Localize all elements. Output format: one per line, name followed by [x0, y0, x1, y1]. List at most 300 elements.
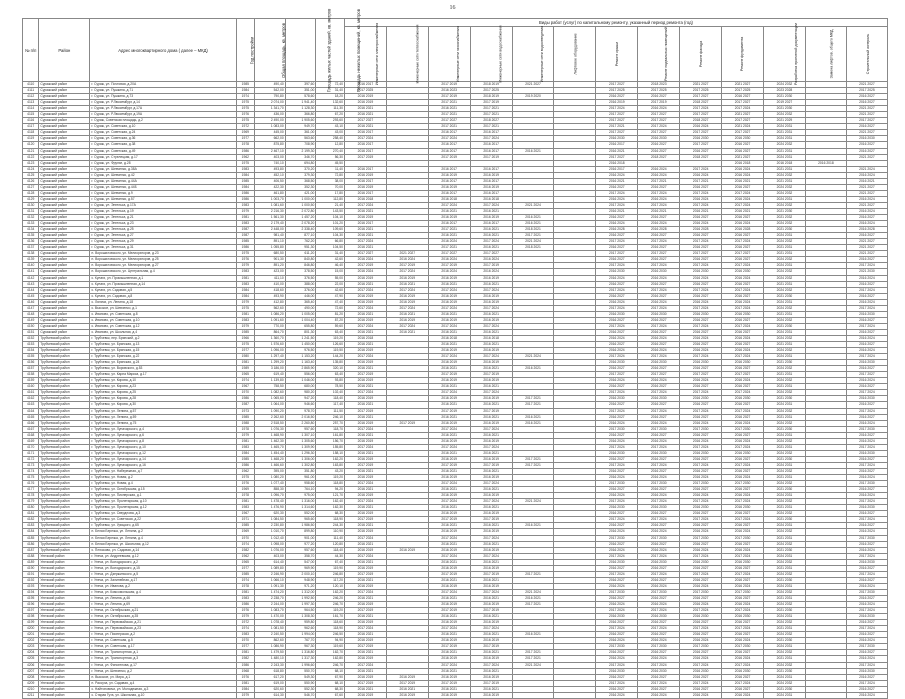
cell-work-period: 2017 2024	[638, 323, 680, 329]
cell-work-period: 2016 2021	[470, 505, 512, 511]
cell-work-period: 2018 2027	[680, 154, 722, 160]
cell-district: Трубчевский район	[39, 414, 90, 420]
cell-district: Трубчевский район	[39, 462, 90, 468]
cell-number: 4142	[23, 275, 39, 281]
cell-work-period: 2016 2027	[638, 94, 680, 100]
cell-nonliving-area: 109,60	[316, 227, 345, 233]
cell-living-area: 563,60	[285, 136, 316, 142]
cell-work-period: 2016 2019	[470, 378, 512, 384]
cell-year: 1982	[236, 547, 254, 553]
cell-address: г. Сураж, ул. Советская, д.38	[90, 142, 236, 148]
cell-nonliving-area: 63,40	[316, 329, 345, 335]
cell-work-period: 2016 2023	[428, 88, 470, 94]
cell-work-period: 2021 2027	[846, 130, 887, 136]
cell-address: г. Трубчевск, ул. Карла Маркса, д.17	[90, 372, 236, 378]
cell-work-period: 2016 2027	[680, 686, 722, 692]
cell-work-period: 2016 2027	[596, 184, 638, 190]
cell-work-period: 2016 2019	[428, 317, 470, 323]
cell-work-period: 2017 2024	[470, 499, 512, 505]
cell-living-area: 1 163,40	[285, 360, 316, 366]
cell-address: г. Сураж, ул. Шевченко, д.42	[90, 172, 236, 178]
cell-work-period: 2017 2024	[596, 626, 638, 632]
cell-district: Трубчевский район	[39, 547, 90, 553]
cell-year: 1981	[236, 215, 254, 221]
cell-nonliving-area: 135,80	[316, 360, 345, 366]
cell-work-period: 2016 2027	[680, 469, 722, 475]
cell-work-period: 2024 2031	[764, 432, 806, 438]
cell-total-area: 1 299,20	[255, 360, 286, 366]
cell-total-area: 2 262,60	[255, 414, 286, 420]
cell-work-period: 2016 2027	[596, 293, 638, 299]
header-work-type: Инженерные сети электроснабжения	[344, 27, 386, 82]
cell-district: Трубчевский район	[39, 469, 90, 475]
cell-number: 4178	[23, 493, 39, 499]
cell-work-period: 2017 2024	[596, 287, 638, 293]
cell-total-area: 423,00	[255, 269, 286, 275]
cell-work-period: 2016 2024	[680, 348, 722, 354]
cell-work-period: 2016 2024	[386, 257, 428, 263]
cell-work-period: 2016 2024	[722, 583, 764, 589]
cell-number: 4171	[23, 450, 39, 456]
cell-work-period: 2016 2027	[596, 469, 638, 475]
cell-work-period: 2024 2032	[764, 438, 806, 444]
cell-work-period: 2017 2024	[846, 662, 887, 668]
cell-work-period: 2018 2027	[638, 154, 680, 160]
cell-total-area: 2 467,10	[255, 148, 286, 154]
cell-number: 4206	[23, 662, 39, 668]
cell-nonliving-area: 44,30	[316, 553, 345, 559]
cell-work-period: 2016 2024	[680, 221, 722, 227]
cell-total-area: 1 010,70	[255, 529, 286, 535]
cell-work-period: 2016 2019	[470, 656, 512, 662]
cell-work-period: 2016 2027	[846, 523, 887, 529]
cell-work-period: 2016 2024	[846, 196, 887, 202]
cell-year: 1988	[236, 420, 254, 426]
cell-work-period: 2017 2024	[722, 499, 764, 505]
cell-work-period: 2017 2024	[846, 626, 887, 632]
cell-work-period: 2016 2027	[846, 329, 887, 335]
cell-district: Унечский район	[39, 583, 90, 589]
cell-work-period: 2016 2027	[680, 650, 722, 656]
cell-address: с. Найтоповичи, ул. Молодежная, д.3	[90, 686, 236, 692]
cell-address: г. Сураж, ул. Р.Люксембург, д.14	[90, 100, 236, 106]
cell-number: 4143	[23, 281, 39, 287]
cell-number: 4135	[23, 233, 39, 239]
cell-address: г. Унеча, ул. Комсомольская, д.4	[90, 589, 236, 595]
cell-nonliving-area: 72,60	[316, 305, 345, 311]
cell-work-period: 2021 2031	[764, 475, 806, 481]
cell-work-period: 2017 2024	[470, 426, 512, 432]
cell-work-period: 2017 2021	[638, 178, 680, 184]
cell-work-period: 2017 2024	[344, 499, 386, 505]
cell-work-period: 2016 2027	[722, 523, 764, 529]
cell-work-period: 2016 2027	[722, 184, 764, 190]
cell-work-period: 2021 2031	[764, 148, 806, 154]
cell-work-period: 2016 2027	[846, 487, 887, 493]
cell-work-period: 2016 2028	[596, 227, 638, 233]
cell-total-area: 418,60	[255, 287, 286, 293]
cell-nonliving-area: 120,80	[316, 541, 345, 547]
cell-work-period: 2017 2024	[722, 390, 764, 396]
cell-work-period: 2016 2019	[344, 275, 386, 281]
cell-work-period: 2017 2027	[846, 118, 887, 124]
cell-district: Суражский район	[39, 227, 90, 233]
cell-nonliving-area: 118,80	[316, 481, 345, 487]
cell-living-area: 801,30	[285, 329, 316, 335]
cell-work-period: 2016 2019	[470, 511, 512, 517]
cell-living-area: 1 128,30	[285, 106, 316, 112]
cell-living-area: 764,10	[285, 487, 316, 493]
cell-work-period: 2016 2021	[470, 595, 512, 601]
cell-living-area: 840,80	[285, 257, 316, 263]
cell-work-period: 2024 2032	[764, 469, 806, 475]
cell-nonliving-area: 118,40	[316, 547, 345, 553]
cell-work-period: 2017 2030	[846, 481, 887, 487]
cell-address: г. Трубчевск, пер. Брянский, д.2	[90, 335, 236, 341]
cell-work-period: 2021 2024	[512, 239, 554, 245]
cell-address: г. Унеча, ул. Советская, д.5	[90, 638, 236, 644]
cell-work-period: 2016 2021	[428, 233, 470, 239]
cell-work-period: 2016 2030	[722, 311, 764, 317]
cell-work-period: 2016 2021	[344, 559, 386, 565]
cell-work-period: 2024 2031	[764, 233, 806, 239]
cell-work-period: 2016 2024	[638, 638, 680, 644]
cell-address: г. Трубчевск, ул. Кирова, д.28	[90, 396, 236, 402]
cell-work-period: 2016 2030	[846, 668, 887, 674]
cell-nonliving-area: 111,40	[316, 535, 345, 541]
cell-work-period: 2016 2021	[596, 148, 638, 154]
cell-work-period: 2016 2019	[428, 602, 470, 608]
cell-district: Трубчевский район	[39, 402, 90, 408]
cell-work-period: 2016 2021	[512, 414, 554, 420]
cell-district: Суражский район	[39, 293, 90, 299]
cell-work-period: 2024 2032	[764, 202, 806, 208]
cell-district: Трубчевский район	[39, 499, 90, 505]
cell-district: Унечский район	[39, 595, 90, 601]
cell-work-period: 2016 2027	[722, 257, 764, 263]
cell-work-period: 2021 2027	[722, 112, 764, 118]
cell-work-period: 2016 2027	[846, 366, 887, 372]
cell-work-period: 2016 2024	[680, 602, 722, 608]
cell-work-period: 2021 2024	[512, 589, 554, 595]
cell-work-period: 2016 2021	[428, 281, 470, 287]
cell-work-period: 2017 2024	[428, 390, 470, 396]
cell-living-area: 376,50	[285, 275, 316, 281]
cell-district: Унечский район	[39, 553, 90, 559]
cell-work-period: 2016 2027	[846, 674, 887, 680]
cell-address: с. Иваново, ул. Советская, д.12	[90, 323, 236, 329]
cell-work-period: 2017 2019	[344, 571, 386, 577]
cell-address: г. Трубчевск, ул. Кирова, д.10	[90, 378, 236, 384]
cell-district: Суражский район	[39, 311, 90, 317]
cell-work-period: 2017 2024	[846, 263, 887, 269]
cell-work-period: 2016 2027	[596, 329, 638, 335]
cell-work-period: 2017 2027	[638, 118, 680, 124]
cell-work-period: 2017 2030	[722, 426, 764, 432]
cell-total-area: 1 083,00	[255, 124, 286, 130]
cell-work-period: 2017 2019	[344, 680, 386, 686]
cell-work-period: 2017 2025	[596, 88, 638, 94]
cell-living-area: 366,80	[285, 112, 316, 118]
cell-nonliving-area: 68,10	[316, 668, 345, 674]
cell-living-area: 376,00	[285, 287, 316, 293]
cell-work-period: 2016 2027	[680, 257, 722, 263]
cell-work-period: 2016 2021	[386, 329, 428, 335]
cell-district: Унечский район	[39, 692, 90, 698]
cell-district: Суражский район	[39, 275, 90, 281]
cell-work-period: 2016 2027	[846, 257, 887, 263]
cell-work-period: 2017 2021	[512, 396, 554, 402]
cell-work-period: 2017 2019	[344, 608, 386, 614]
cell-work-period: 2017 2027	[596, 251, 638, 257]
cell-work-period: 2016 2027	[722, 650, 764, 656]
cell-year: 1987	[236, 402, 254, 408]
cell-work-period: 2024 2032	[764, 269, 806, 275]
cell-work-period: 2017 2024	[722, 323, 764, 329]
cell-work-period: 2017 2024	[428, 535, 470, 541]
cell-work-period: 2017 2019	[470, 154, 512, 160]
cell-nonliving-area: 246,70	[316, 602, 345, 608]
cell-work-period: 2024 2031	[764, 124, 806, 130]
cell-living-area: 967,30	[285, 644, 316, 650]
cell-living-area: 1 004,40	[285, 317, 316, 323]
cell-work-period: 2017 2024	[680, 517, 722, 523]
cell-work-period: 2016 2027	[722, 487, 764, 493]
cell-work-period: 2017 2024	[722, 239, 764, 245]
cell-number: 4114	[23, 106, 39, 112]
cell-work-period: 2017 2024	[680, 553, 722, 559]
cell-work-period: 2016 2027	[680, 523, 722, 529]
cell-total-area: 618,80	[255, 668, 286, 674]
cell-address: с. Иваново, ул. Советская, д.8	[90, 311, 236, 317]
cell-total-area: 410,00	[255, 281, 286, 287]
cell-year: 1979	[236, 263, 254, 269]
cell-work-period: 2016 2024	[846, 656, 887, 662]
cell-work-period: 2017 2024	[680, 202, 722, 208]
cell-work-period: 2017 2024	[344, 305, 386, 311]
cell-work-period: 2016 2024	[846, 692, 887, 698]
cell-address: п. Высокое, ул. Мира, д.1	[90, 674, 236, 680]
cell-work-period: 2016 2019	[428, 172, 470, 178]
cell-work-period: 2016 2019	[344, 493, 386, 499]
cell-work-period: 2021 2030	[764, 686, 806, 692]
header-work-type: Инженерные сети теплоснабжения	[386, 27, 428, 82]
cell-work-period: 2016 2019	[470, 293, 512, 299]
cell-nonliving-area: 72,40	[316, 82, 345, 88]
cell-year: 1967	[236, 384, 254, 390]
cell-work-period: 2017 2024	[722, 263, 764, 269]
cell-work-period: 2016 2019	[428, 583, 470, 589]
cell-work-period: 2016 2027	[722, 469, 764, 475]
cell-year: 1979	[236, 692, 254, 698]
cell-work-period: 2017 2021	[470, 112, 512, 118]
cell-work-period: 2016 2027	[680, 402, 722, 408]
cell-work-period: 2016 2024	[428, 269, 470, 275]
cell-work-period: 2016 2021	[344, 106, 386, 112]
cell-work-period: 2017 2019	[428, 462, 470, 468]
cell-work-period: 2017 2027	[722, 118, 764, 124]
cell-work-period: 2016 2024	[722, 299, 764, 305]
cell-year: 1977	[236, 644, 254, 650]
cell-work-period: 2017 2027	[596, 112, 638, 118]
cell-total-area: 422,30	[255, 184, 286, 190]
cell-total-area: 891,10	[255, 239, 286, 245]
cell-work-period: 2016 2024	[846, 583, 887, 589]
cell-work-period: 2017 2024	[680, 662, 722, 668]
cell-work-period: 2016 2021	[428, 329, 470, 335]
cell-work-period: 2016 2027	[596, 366, 638, 372]
cell-work-period: 2016 2018	[428, 196, 470, 202]
cell-work-period: 2017 2025	[722, 88, 764, 94]
cell-number: 4139	[23, 257, 39, 263]
cell-work-period: 2017 2024	[596, 462, 638, 468]
cell-work-period: 2017 2024	[722, 626, 764, 632]
cell-work-period: 2017 2024	[638, 263, 680, 269]
cell-work-period: 2021 2030	[764, 577, 806, 583]
cell-district: Суражский район	[39, 215, 90, 221]
cell-total-area: 864,70	[255, 329, 286, 335]
cell-nonliving-area: 68,30	[316, 686, 345, 692]
cell-year: 1966	[236, 335, 254, 341]
cell-number: 4151	[23, 329, 39, 335]
cell-work-period: 2016 2017	[470, 148, 512, 154]
cell-work-period: 2018 2027	[680, 100, 722, 106]
cell-living-area: 975,00	[285, 493, 316, 499]
cell-address: г. Трубчевск, ул. Урицкого, д.65	[90, 523, 236, 529]
cell-work-period: 2016 2017	[470, 190, 512, 196]
cell-year: 1984	[236, 172, 254, 178]
cell-total-area: 1 065,60	[255, 396, 286, 402]
cell-work-period: 2017 2024	[680, 408, 722, 414]
cell-work-period: 2016 2021	[344, 686, 386, 692]
cell-district: Трубчевский район	[39, 360, 90, 366]
cell-work-period: 2016 2019	[428, 215, 470, 221]
cell-work-period: 2017 2024	[344, 662, 386, 668]
cell-work-period: 2016 2027	[846, 565, 887, 571]
cell-year: 1981	[236, 360, 254, 366]
cell-work-period: 2021 2031	[764, 342, 806, 348]
cell-total-area: 395,00	[255, 469, 286, 475]
cell-year: 1969	[236, 487, 254, 493]
cell-work-period: 2016 2030	[680, 505, 722, 511]
cell-living-area: 1 992,50	[285, 595, 316, 601]
cell-nonliving-area: 45,50	[316, 160, 345, 166]
cell-work-period: 2016 2018	[344, 335, 386, 341]
cell-total-area: 562,60	[255, 305, 286, 311]
cell-work-period: 2024 2032	[764, 632, 806, 638]
cell-work-period: 2016 2027	[722, 215, 764, 221]
cell-total-area: 1 086,90	[255, 644, 286, 650]
cell-living-area: 948,90	[285, 577, 316, 583]
cell-year: 1986	[236, 396, 254, 402]
cell-total-area: 680,50	[255, 251, 286, 257]
cell-address: г. Трубчевск, ул. Советская, д.22	[90, 517, 236, 523]
cell-work-period: 2016 2027	[846, 148, 887, 154]
cell-living-area: 694,80	[285, 160, 316, 166]
cell-living-area: 397,60	[285, 82, 316, 88]
header-total-area: Общая площадь, кв. метров	[255, 19, 286, 82]
cell-number: 4170	[23, 444, 39, 450]
cell-work-period: 2016 2021	[722, 208, 764, 214]
cell-work-period: 2024 2031	[764, 154, 806, 160]
cell-work-period: 2016 2019	[470, 674, 512, 680]
cell-work-period: 2017 2024	[470, 354, 512, 360]
cell-work-period: 2017 2027	[722, 372, 764, 378]
cell-work-period: 2021 2031	[764, 505, 806, 511]
cell-year: 1983	[236, 202, 254, 208]
cell-district: Унечский район	[39, 571, 90, 577]
cell-year: 1975	[236, 160, 254, 166]
cell-work-period: 2016 2027	[722, 686, 764, 692]
cell-work-period: 2017 2024	[386, 269, 428, 275]
cell-work-period: 2024 2032	[764, 481, 806, 487]
cell-work-period: 2016 2017	[428, 148, 470, 154]
cell-address: г. Трубчевск, ул. Брянская, д.24	[90, 360, 236, 366]
cell-work-period: 2016 2030	[846, 614, 887, 620]
cell-year: 1979	[236, 299, 254, 305]
cell-living-area: 964,50	[285, 608, 316, 614]
cell-work-period: 2016 2027	[846, 632, 887, 638]
cell-work-period: 2016 2027	[596, 577, 638, 583]
cell-work-period: 2019 2027	[764, 100, 806, 106]
cell-total-area: 662,00	[255, 136, 286, 142]
cell-work-period: 2016 2017	[470, 166, 512, 172]
cell-living-area: 1 316,00	[285, 499, 316, 505]
cell-work-period: 2016 2030	[680, 269, 722, 275]
cell-address: г. Сураж, ул. Энгельса, д.19	[90, 208, 236, 214]
cell-work-period: 2016 2019	[470, 360, 512, 366]
cell-work-period: 2016 2027	[596, 215, 638, 221]
cell-work-period: 2021 2031	[764, 372, 806, 378]
cell-work-period: 2016 2027	[680, 184, 722, 190]
cell-number: 4123	[23, 160, 39, 166]
cell-total-area: 445,00	[255, 130, 286, 136]
cell-total-area: 2 243,30	[255, 662, 286, 668]
cell-work-period: 2016 2019	[470, 692, 512, 698]
cell-work-period: 2016 2030	[722, 360, 764, 366]
cell-total-area: 1 066,10	[255, 577, 286, 583]
cell-work-period: 2016 2030	[638, 668, 680, 674]
cell-work-period: 2016 2019	[428, 475, 470, 481]
cell-work-period: 2016 2024	[846, 438, 887, 444]
cell-work-period: 2017 2030	[638, 644, 680, 650]
cell-total-area: 790,80	[255, 94, 286, 100]
cell-nonliving-area: 18,20	[316, 94, 345, 100]
cell-address: г. Трубчевск, ул. Луначарского, д.12	[90, 450, 236, 456]
cell-nonliving-area: 47,40	[316, 299, 345, 305]
cell-work-period: 2016 2030	[680, 360, 722, 366]
cell-work-period: 2016 2027	[846, 124, 887, 130]
cell-living-area: 1 314,60	[285, 505, 316, 511]
cell-living-area: 969,90	[285, 565, 316, 571]
cell-total-area: 1 479,50	[255, 650, 286, 656]
cell-nonliving-area: 17,80	[316, 190, 345, 196]
cell-address: г. Трубчевск, ул. Воровского, д.53	[90, 366, 236, 372]
cell-work-period: 2016 2021	[344, 281, 386, 287]
cell-work-period: 2016 2030	[846, 311, 887, 317]
cell-work-period: 2016 2021	[470, 469, 512, 475]
cell-work-period: 2016 2024	[680, 438, 722, 444]
cell-living-area: 762,20	[285, 239, 316, 245]
cell-work-period: 2016 2021	[344, 414, 386, 420]
cell-year: 1977	[236, 348, 254, 354]
cell-work-period: 2016 2024	[846, 335, 887, 341]
cell-work-period: 2016 2024	[638, 335, 680, 341]
cell-number: 4138	[23, 251, 39, 257]
cell-year: 1977	[236, 565, 254, 571]
cell-address: г. Трубчевск, ул. Луначарского, д.6	[90, 432, 236, 438]
cell-work-period: 2017 2024	[344, 390, 386, 396]
